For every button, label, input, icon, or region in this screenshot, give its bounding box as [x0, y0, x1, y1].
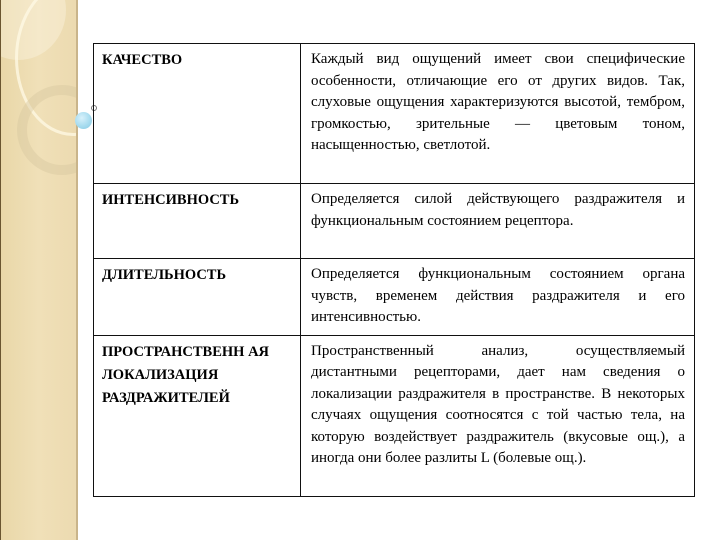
table-row — [94, 335, 695, 496]
table-row — [94, 259, 695, 336]
description-cell: Пространственный анализ, осуществляемый дистантными рецепторами, дает нам сведения о локализации раздражителя в пространстве. В некоторых случаях ощущения соотносятся с той частью тела, на которую воздействует раздражитель (вкусовые ощ.), а иногда они более разлиты L (болевые ощ.). — [301, 335, 695, 496]
table-row — [94, 184, 695, 259]
decorative-side-strip — [0, 0, 78, 540]
description-cell: Определяется силой действующего раздражителя и функциональным состоянием рецептора. — [301, 184, 695, 259]
property-cell: ИНТЕНСИВНОСТЬ — [94, 184, 301, 259]
description-cell: Определяется функциональным состоянием органа чувств, временем действия раздражителя и его интенсивностью. — [301, 259, 695, 336]
property-cell: ДЛИТЕЛЬНОСТЬ — [94, 259, 301, 336]
table-row — [94, 44, 695, 184]
blue-sphere-icon — [75, 112, 92, 129]
description-cell: Каждый вид ощущений имеет свои специфические особенности, отличающие его от других видов. Так, слуховые ощущения характеризуются высотой, тембром, громкостью, зрительные — цветовым тоном, насыщенностью, светлотой. — [301, 44, 695, 184]
property-cell: КАЧЕСТВО — [94, 44, 301, 184]
property-cell: ПРОСТРАНСТВЕНН АЯ ЛОКАЛИЗАЦИЯ РАЗДРАЖИТЕЛЕЙ — [94, 335, 301, 496]
sensation-properties-table — [93, 43, 695, 497]
